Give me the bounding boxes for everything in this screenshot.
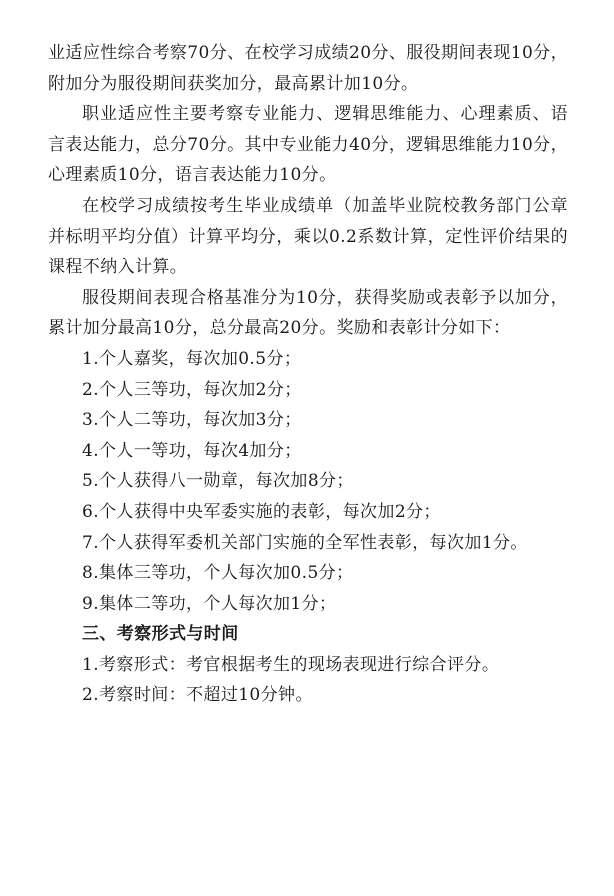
award-item-8: 8.集体三等功，个人每次加0.5分；	[82, 563, 354, 584]
award-item-5: 5.个人获得八一勋章，每次加8分；	[82, 471, 354, 492]
exam-format-item: 1.考察形式：考官根据考生的现场表现进行综合评分。	[82, 654, 500, 675]
award-item-4: 4.个人一等功，每次4加分；	[82, 440, 302, 461]
section-heading-exam-format: 三、考察形式与时间	[82, 624, 239, 645]
paragraph-school-grades: 在校学习成绩按考生毕业成绩单（加盖毕业院校教务部门公章并标明平均分值）计算平均分，乘以0.2系数计算，定性评价结果的课程不纳入计算。	[48, 195, 568, 278]
award-item-9: 9.集体二等功，个人每次加1分；	[82, 593, 337, 614]
awards-list	[48, 344, 568, 619]
exam-time-item: 2.考察时间：不超过10分钟。	[82, 685, 313, 706]
award-item-1: 1.个人嘉奖，每次加0.5分；	[82, 348, 302, 369]
award-item-7: 7.个人获得军委机关部门实施的全军性表彰，每次加1分。	[82, 532, 528, 553]
paragraph-vocational-adaptability: 职业适应性主要考察专业能力、逻辑思维能力、心理素质、语言表达能力，总分70分。其中专业能力40分，逻辑思维能力10分，心理素质10分，语言表达能力10分。	[48, 104, 568, 186]
award-item-3: 3.个人二等功，每次加3分；	[82, 410, 302, 431]
paragraph-score-composition: 业适应性综合考察70分、在校学习成绩20分、服役期间表现10分，附加分为服役期间获奖加分，最高累计加10分。	[48, 43, 568, 94]
paragraph-service-performance: 服役期间表现合格基准分为10分，获得奖励或表彰予以加分，累计加分最高10分，总分最高20分。奖励和表彰计分如下：	[48, 287, 568, 339]
award-item-2: 2.个人三等功，每次加2分；	[82, 379, 302, 400]
award-item-6: 6.个人获得中央军委实施的表彰，每次加2分；	[82, 501, 441, 522]
document-page	[48, 38, 568, 711]
